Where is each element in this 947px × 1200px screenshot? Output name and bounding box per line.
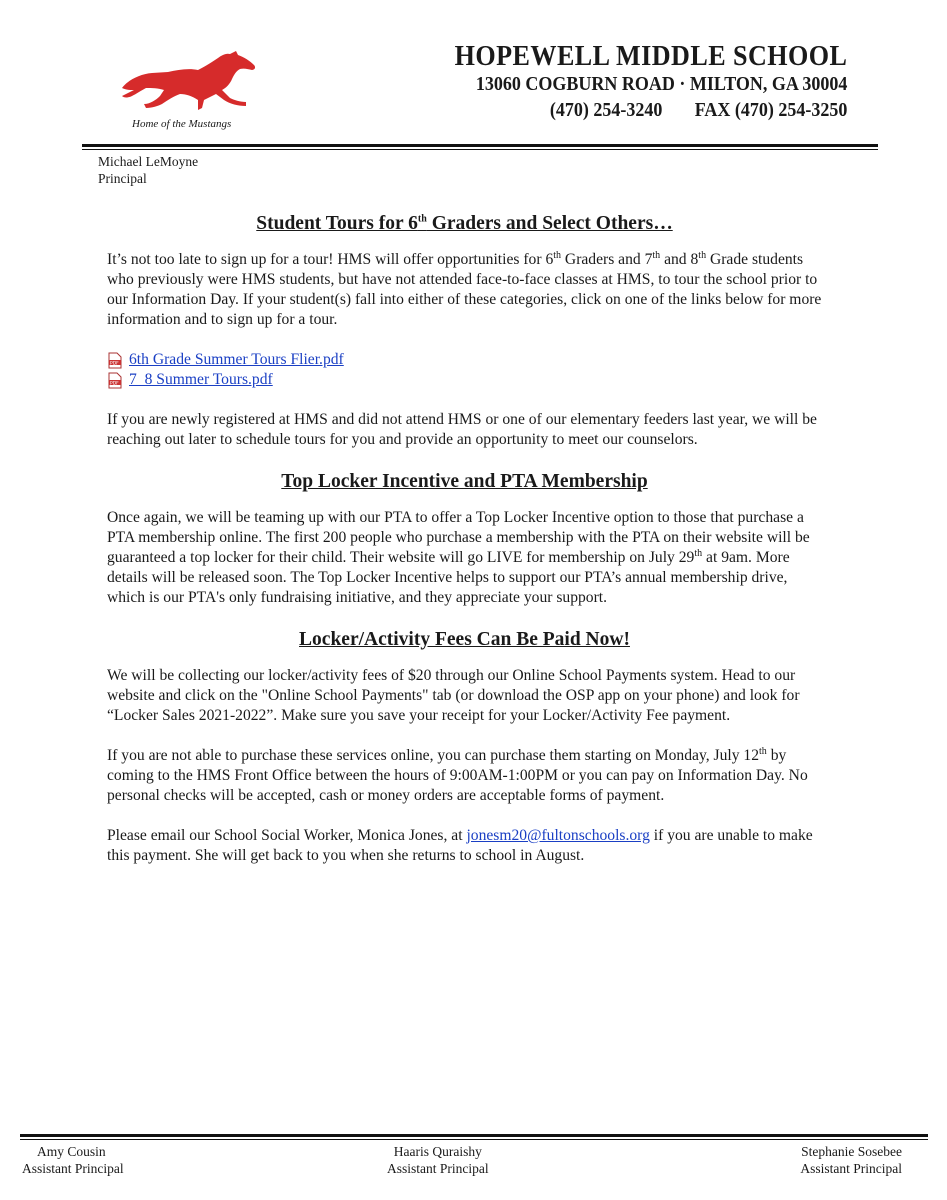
principal-name: Michael LeMoyne — [98, 154, 199, 169]
tour-link-row — [107, 350, 822, 370]
phone-number: (470) 254-3240 — [549, 99, 662, 121]
svg-text:PDF: PDF — [110, 361, 119, 366]
principal-title: Principal — [98, 171, 147, 186]
header-rule — [82, 144, 878, 147]
assistant-principal-name: Haaris Quraishy — [393, 1144, 482, 1159]
fees-paragraph-3: Please email our School Social Worker, Monica Jones, at jonesm20@fultonschools.org if you are unable to make this payment. She will get back to you when she returns to school in August. — [107, 827, 813, 864]
school-letterhead — [411, 42, 847, 120]
assistant-principal-1 — [22, 1143, 124, 1177]
assistant-principal-title: Assistant Principal — [22, 1161, 124, 1176]
fax-number: FAX (470) 254-3250 — [694, 99, 847, 121]
tours-paragraph-1: It’s not too late to sign up for a tour! HMS will offer opportunities for 6th Graders and 7th and 8th Grade students who previously were HMS students, but have not attended face-to-face classes at HMS, to tour the school prior to our Information Day. If your student(s) fall into either of these categories, click on one of the links below for more information and to sign up for a tour. — [107, 249, 822, 328]
fees-heading: Locker/Activity Fees Can Be Paid Now! — [299, 629, 630, 650]
seventh-eighth-tours-link[interactable]: 7_8 Summer Tours.pdf — [129, 371, 273, 388]
letter-body — [107, 212, 822, 886]
locker-paragraph: Once again, we will be teaming up with our PTA to offer a Top Locker Incentive option to those that purchase a PTA membership online. The first 200 people who purchase a membership with the PTA on their website will be guaranteed a top locker for their child. Their website will go LIVE for membership on July 29th at 9am. More details will be released soon. The Top Locker Incentive helps to support our PTA’s annual membership drive, which is our PTA's only fundraising initiative, and they appreciate your support. — [107, 509, 810, 606]
principal-block — [98, 153, 198, 187]
pdf-file-icon — [107, 372, 123, 389]
tours-heading: Student Tours for 6th Graders and Select Others… — [256, 213, 673, 234]
assistant-principal-2 — [387, 1143, 489, 1177]
footer-rule-thin — [20, 1139, 928, 1140]
tour-link-row — [107, 370, 822, 390]
pdf-file-icon — [107, 352, 123, 369]
social-worker-email-link[interactable]: jonesm20@fultonschools.org — [466, 827, 650, 844]
school-name: HOPEWELL MIDDLE SCHOOL — [454, 40, 847, 72]
footer-rule — [20, 1134, 928, 1137]
assistant-principal-3 — [800, 1143, 902, 1177]
logo-tagline: Home of the Mustangs — [132, 118, 232, 130]
sixth-grade-tours-link[interactable]: 6th Grade Summer Tours Flier.pdf — [129, 351, 344, 368]
svg-text:PDF: PDF — [110, 381, 119, 386]
fees-paragraph-2: If you are not able to purchase these services online, you can purchase them starting on Monday, July 12th by coming to the HMS Front Office between the hours of 9:00AM-1:00PM or you can pay on Information Day. No personal checks will be accepted, cash or money orders are acceptable forms of payment. — [107, 745, 808, 804]
school-phone-line — [454, 100, 847, 120]
school-logo — [112, 48, 262, 138]
assistant-principal-name: Stephanie Sosebee — [801, 1144, 902, 1159]
assistant-principal-title: Assistant Principal — [387, 1161, 489, 1176]
assistant-principal-name: Amy Cousin — [37, 1144, 106, 1159]
school-address: 13060 COGBURN ROAD · MILTON, GA 30004 — [475, 73, 847, 95]
header-rule-thin — [82, 149, 878, 150]
assistant-principal-title: Assistant Principal — [800, 1161, 902, 1176]
tour-links — [107, 350, 822, 390]
mustang-logo-icon — [118, 48, 258, 114]
locker-heading: Top Locker Incentive and PTA Membership — [281, 471, 648, 492]
fees-paragraph-1: We will be collecting our locker/activity fees of $20 through our Online School Payments system. Head to our website and click on the "Online School Payments" tab (or download the OSP app on your phone) and look for “Locker Sales 2021-2022”. Make sure you save your receipt for your Locker/Activity Fee payment. — [107, 667, 800, 724]
tours-paragraph-2: If you are newly registered at HMS and did not attend HMS or one of our elementary feeders last year, we will be reaching out later to schedule tours for you and provide an opportunity to meet our counselors. — [107, 411, 817, 448]
